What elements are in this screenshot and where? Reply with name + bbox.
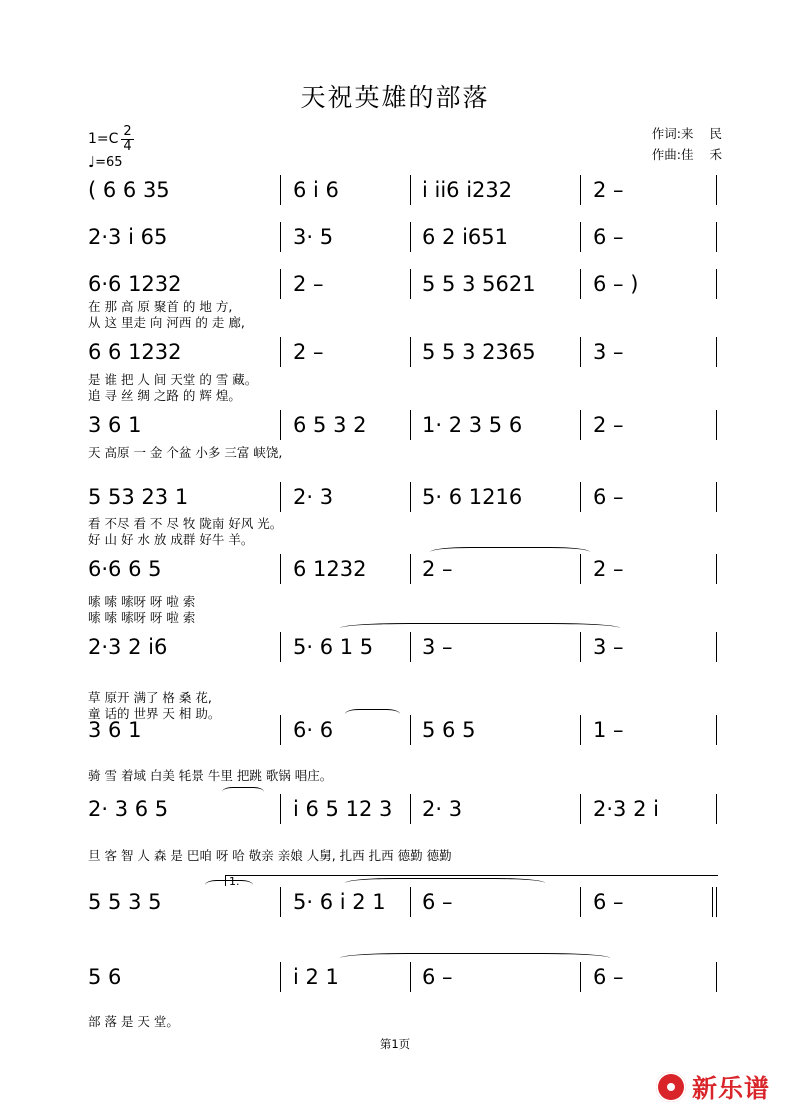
measure-cell: 6 6 1232 (88, 340, 182, 364)
slur-mark (205, 880, 253, 890)
barline (280, 794, 281, 824)
barline (716, 175, 717, 205)
notation-row (88, 890, 716, 924)
barline (716, 632, 717, 662)
barline (410, 482, 411, 512)
lyrics-line (88, 688, 716, 703)
repeat-ending-label: 1. (229, 875, 240, 888)
lyrics-line (88, 313, 716, 328)
barline (410, 222, 411, 252)
measure-cell: 6 2 i651 (422, 225, 508, 249)
notation-row (88, 413, 716, 447)
notation-row (88, 965, 716, 999)
notation-row (88, 718, 716, 752)
lyrics-line (88, 608, 716, 623)
lyrics-verse-1: 草 原开 满了 格 桑 花, (88, 690, 212, 705)
measure-cell: 5 6 5 (422, 718, 476, 742)
notation-row (88, 225, 716, 259)
credits (652, 124, 728, 165)
notation-row (88, 178, 716, 212)
lyricist-credit (652, 124, 728, 145)
measure-cell: 3· 5 (293, 225, 334, 249)
measure-cell: 5 5 3 5 (88, 890, 162, 914)
score-line-9 (0, 718, 790, 760)
barline (712, 887, 713, 917)
key-signature-text: 1=C (88, 131, 119, 148)
measure-cell: 6 i 6 (293, 178, 339, 202)
barline (410, 962, 411, 992)
measure-cell: 5· 6 i 2 1 (293, 890, 386, 914)
lyrics-verse-2: 部 落 是 天 堂。 (88, 1014, 179, 1029)
measure-cell: 3 – (593, 635, 624, 659)
lyrics-line (88, 704, 716, 719)
logo-text: 新乐谱 (691, 1074, 770, 1103)
lyrics-verse-2: 追 寻 丝 绸 之路 的 辉 煌。 (88, 388, 241, 403)
measure-cell: 6 5 3 2 (293, 413, 367, 437)
barline (580, 554, 581, 584)
barline (410, 632, 411, 662)
barline (716, 269, 717, 299)
barline (280, 962, 281, 992)
barline (580, 410, 581, 440)
barline (410, 887, 411, 917)
lyrics-line (88, 846, 716, 861)
barline (280, 482, 281, 512)
slur-mark (340, 623, 620, 633)
measure-cell: 6 – (593, 485, 624, 509)
notation-row (88, 797, 716, 831)
measure-cell: 2· 3 6 5 (88, 797, 169, 821)
lyrics-line (88, 530, 716, 545)
barline (410, 794, 411, 824)
notation-row (88, 340, 716, 374)
barline (280, 632, 281, 662)
measure-cell: 2 – (593, 178, 624, 202)
score-line-2 (0, 225, 790, 267)
lyrics-line (88, 592, 716, 607)
lyrics-line (88, 297, 716, 312)
measure-cell: 1 – (593, 718, 624, 742)
lyrics-line (88, 514, 716, 529)
lyrics-verse-2: 童 话的 世界 天 相 助。 (88, 706, 221, 721)
lyrics-line (88, 766, 716, 781)
barline (280, 175, 281, 205)
measure-cell: 6·6 1232 (88, 272, 182, 296)
barline (580, 269, 581, 299)
quarter-note-icon: ♩ (88, 153, 96, 171)
barline (580, 794, 581, 824)
measure-cell: 2·3 2 i6 (88, 635, 168, 659)
barline (716, 222, 717, 252)
barline (280, 715, 281, 745)
barline (580, 337, 581, 367)
measure-cell: 2·3 i 65 (88, 225, 168, 249)
measure-cell: 5 6 (88, 965, 122, 989)
measure-cell: 5 5 3 5621 (422, 272, 536, 296)
lyrics-line (88, 1012, 716, 1027)
barline (716, 887, 717, 917)
lyrics-verse-2: 好 山 好 水 放 成群 好牛 羊。 (88, 532, 254, 547)
measure-cell: 1· 2 3 5 6 (422, 413, 523, 437)
measure-cell: 2 – (593, 413, 624, 437)
record-disc-icon (656, 1072, 686, 1102)
score-line-10 (0, 797, 790, 839)
slur-mark (345, 878, 545, 888)
measure-cell: 6· 6 (293, 718, 334, 742)
score-line-1 (0, 178, 790, 220)
page-number: 第1页 (379, 1037, 411, 1051)
measure-cell: 5· 6 1216 (422, 485, 523, 509)
page-title: 天祝英雄的部落 (300, 83, 490, 112)
time-signature (121, 125, 133, 153)
measure-cell: 5 53 23 1 (88, 485, 189, 509)
lyricist-label: 作词: (651, 126, 682, 141)
score-line-12 (0, 965, 790, 1007)
measure-cell: ( 6 6 35 (88, 178, 170, 202)
measure-cell: i ii6 i232 (422, 178, 513, 202)
barline (716, 482, 717, 512)
barline (280, 410, 281, 440)
time-signature-denominator: 4 (123, 138, 132, 154)
time-signature-numerator: 2 (123, 124, 132, 139)
barline (280, 337, 281, 367)
barline (410, 269, 411, 299)
measure-cell: 3 6 1 (88, 413, 142, 437)
barline (410, 337, 411, 367)
tempo-marking (88, 152, 123, 170)
lyrics-line (88, 370, 716, 385)
lyricist-name: 来 民 (681, 126, 728, 141)
barline (280, 222, 281, 252)
measure-cell: 6 – (593, 890, 624, 914)
measure-cell: 6 1232 (293, 557, 367, 581)
barline (410, 175, 411, 205)
measure-cell: 6 – (422, 890, 453, 914)
lyrics-verse-2: 嗦 嗦 嗦呀 呀 啦 索 (88, 610, 196, 625)
score-line-11 (0, 890, 790, 932)
measure-cell: 6 – (593, 965, 624, 989)
notation-row (88, 557, 716, 591)
composer-name: 佳 禾 (681, 146, 728, 162)
site-logo[interactable] (656, 1069, 770, 1105)
lyrics-line (88, 386, 716, 401)
measure-cell: 6 – (422, 965, 453, 989)
composer-credit (652, 145, 728, 166)
slur-mark (340, 953, 610, 963)
slur-mark (430, 547, 590, 557)
lyrics-verse-1: 看 不尽 看 不 尽 牧 陇南 好风 光。 (88, 516, 283, 531)
composer-label: 作曲: (651, 146, 682, 162)
barline (580, 222, 581, 252)
measure-cell: 6 – ) (593, 272, 639, 296)
barline (716, 410, 717, 440)
barline (716, 715, 717, 745)
lyrics-verse-1: 天 高原 一 金 个盆 小多 三富 峡饶, (88, 445, 283, 460)
measure-cell: 3 – (422, 635, 453, 659)
measure-cell: 5· 6 1 5 (293, 635, 374, 659)
lyrics-verse-1: 骑 雪 着域 白美 牦景 牛里 把跳 歌锅 唱庄。 (88, 768, 333, 783)
lyrics-verse-1: 嗦 嗦 嗦呀 呀 啦 索 (88, 594, 196, 609)
measure-cell: 2·3 2 i (593, 797, 659, 821)
measure-cell: i 6 5 12 3 (293, 797, 393, 821)
barline (580, 962, 581, 992)
measure-cell: 2· 3 (293, 485, 334, 509)
barline (580, 887, 581, 917)
measure-cell: 3 6 1 (88, 718, 142, 742)
score-line-8 (0, 635, 790, 677)
measure-cell: 2 – (293, 272, 324, 296)
barline (280, 887, 281, 917)
barline (580, 482, 581, 512)
barline (280, 269, 281, 299)
barline (716, 962, 717, 992)
barline (410, 554, 411, 584)
measure-cell: 6·6 6 5 (88, 557, 162, 581)
measure-cell: 3 – (593, 340, 624, 364)
measure-cell: 6 – (593, 225, 624, 249)
barline (716, 554, 717, 584)
measure-cell: 2 – (422, 557, 453, 581)
lyrics-verse-1: 是 谁 把 人 间 天堂 的 雪 藏。 (88, 372, 258, 387)
measure-cell: 2 – (593, 557, 624, 581)
lyrics-verse-2: 从 这 里走 向 河西 的 走 廊, (88, 315, 245, 330)
notation-row (88, 635, 716, 669)
barline (410, 410, 411, 440)
lyrics-verse-1: 旦 客 智 人 森 是 巴咱 呀 哈 敬亲 亲娘 人舅, 扎西 扎西 德勤 德勤 (88, 848, 452, 863)
barline (716, 794, 717, 824)
tempo-value: =65 (95, 155, 123, 170)
lyrics-line (88, 443, 716, 458)
barline (410, 715, 411, 745)
barline (280, 554, 281, 584)
lyrics-verse-1: 在 那 高 原 聚首 的 地 方, (88, 299, 233, 314)
measure-cell: i 2 1 (293, 965, 339, 989)
measure-cell: 5 5 3 2365 (422, 340, 536, 364)
barline (580, 715, 581, 745)
barline (716, 337, 717, 367)
slur-mark (222, 787, 264, 797)
measure-cell: 2· 3 (422, 797, 463, 821)
barline (580, 175, 581, 205)
measure-cell: 2 – (293, 340, 324, 364)
key-signature (88, 125, 134, 153)
barline (580, 632, 581, 662)
